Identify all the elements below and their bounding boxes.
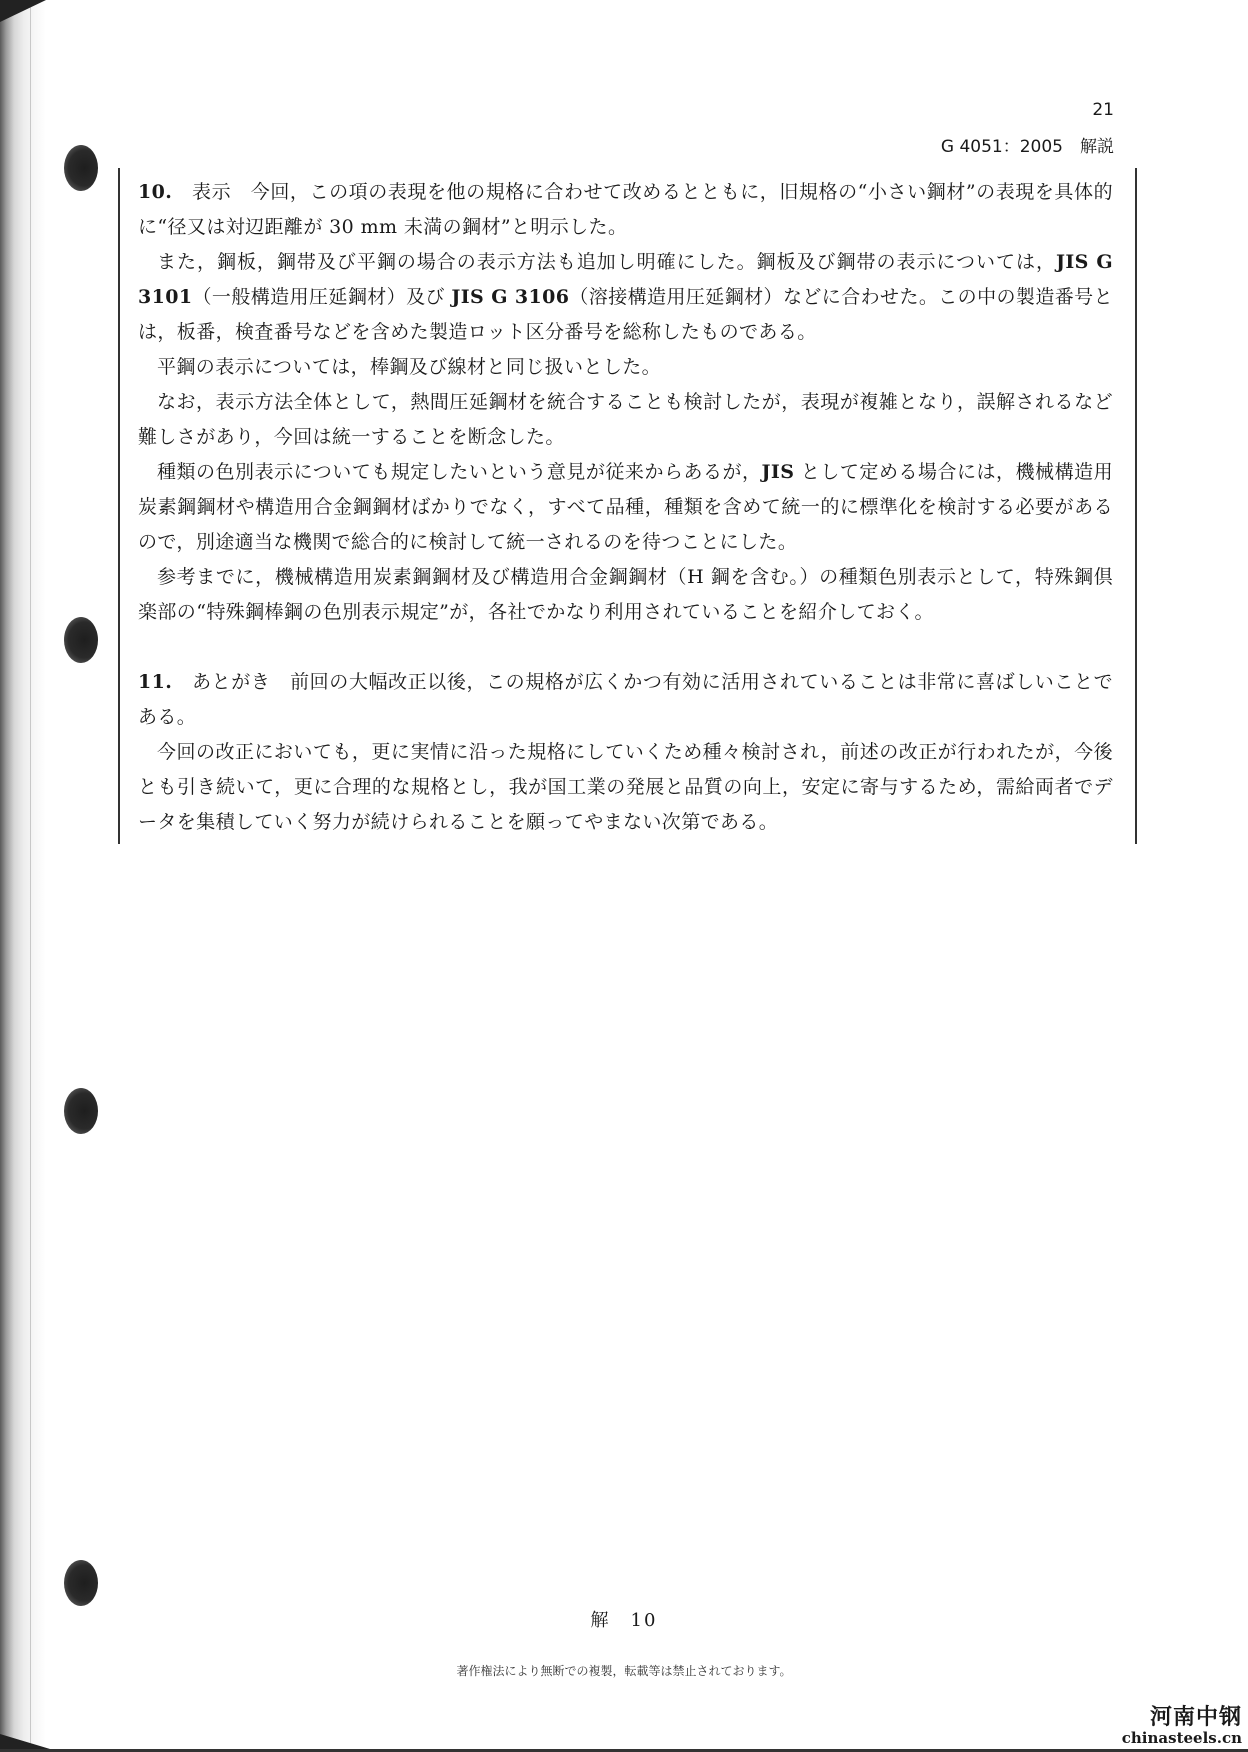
- paragraph-text: 今回，この項の表現を他の規格に合わせて改めるとともに，旧規格の“小さい鋼材”の表現を具体的に“径又は対辺距離が 30 mm 未満の鋼材”と明示した。: [138, 181, 1113, 238]
- section-title: 表示: [192, 181, 232, 203]
- header-page-number: 21: [1092, 100, 1114, 120]
- jis-reference: JIS: [761, 461, 795, 483]
- change-bar-left: [118, 168, 120, 844]
- jis-reference: JIS G 3101: [138, 251, 1113, 308]
- paragraph-text: （一般構造用圧延鋼材）及び: [192, 286, 452, 308]
- section-11-paragraph: [138, 665, 1113, 735]
- paragraph-text: （溶接構造用圧延鋼材）などに合わせた。この中の製造番号とは，板番，検査番号などを含めた製造ロット区分番号を総称したものである。: [138, 286, 1114, 343]
- paragraph: [138, 455, 1113, 560]
- header-document-reference: G 4051：2005 解説: [940, 137, 1114, 157]
- watermark-logo: [1122, 1707, 1242, 1746]
- punch-hole: [64, 145, 98, 191]
- copyright-notice: 著作権法により無断での複製，転載等は禁止されております。: [456, 1664, 792, 1678]
- punch-hole: [64, 1560, 98, 1606]
- watermark-domain: chinasteels.cn: [1121, 1729, 1242, 1747]
- punch-hole: [64, 617, 98, 663]
- paragraph: 平鋼の表示については，棒鋼及び線材と同じ扱いとした。: [157, 356, 662, 378]
- section-10-paragraph: [138, 175, 1113, 245]
- paragraph: 参考までに，機械構造用炭素鋼鋼材及び構造用合金鋼鋼材（H 鋼を含む。）の種類色別表示として，特殊鋼倶楽部の“特殊鋼棒鋼の色別表示規定”が，各社でかなり利用されていることを紹介しておく。: [138, 566, 1113, 623]
- paragraph: なお，表示方法全体として，熱間圧延鋼材を統合することも検討したが，表現が複雑となり，誤解されるなど難しさがあり，今回は統一することを断念した。: [138, 391, 1113, 448]
- paragraph-text: 前回の大幅改正以後，この規格が広くかつ有効に活用されていることは非常に喜ばしいことである。: [138, 671, 1113, 728]
- jis-reference: JIS G 3106: [451, 286, 570, 308]
- watermark-chinese: 河南中钢: [1149, 1705, 1242, 1730]
- section-title: あとがき: [192, 671, 271, 693]
- punch-hole: [64, 1088, 98, 1134]
- paragraph: [138, 245, 1113, 350]
- document-body: [138, 175, 1113, 840]
- paragraph: 今回の改正においても，更に実情に沿った規格にしていくため種々検討され，前述の改正が行われたが，今後とも引き続いて，更に合理的な規格とし，我が国工業の発展と品質の向上，安定に寄与するため，需給両者でデータを集積していく努力が続けられることを願ってやまない次第である。: [138, 741, 1113, 833]
- binding-line: [30, 0, 31, 1752]
- section-number: 10.: [138, 181, 173, 203]
- paragraph-text: として定める場合には，機械構造用炭素鋼鋼材や構造用合金鋼鋼材ばかりでなく，すべて品種，種類を含めて統一的に標準化を検討する必要があるので，別途適当な機関で総合的に検討して統一されるのを待つことにした。: [138, 461, 1113, 553]
- section-number: 11.: [138, 671, 173, 693]
- binding-shadow: [0, 0, 46, 1752]
- change-bar-right: [1135, 168, 1137, 844]
- paragraph-text: 種類の色別表示についても規定したいという意見が従来からあるが，: [157, 461, 762, 483]
- paragraph-text: また，鋼板，鋼帯及び平鋼の場合の表示方法も追加し明確にした。鋼板及び鋼帯の表示については，: [157, 251, 1056, 273]
- footer-page-label: 解 10: [590, 1610, 658, 1631]
- corner-shadow-top: [0, 0, 46, 22]
